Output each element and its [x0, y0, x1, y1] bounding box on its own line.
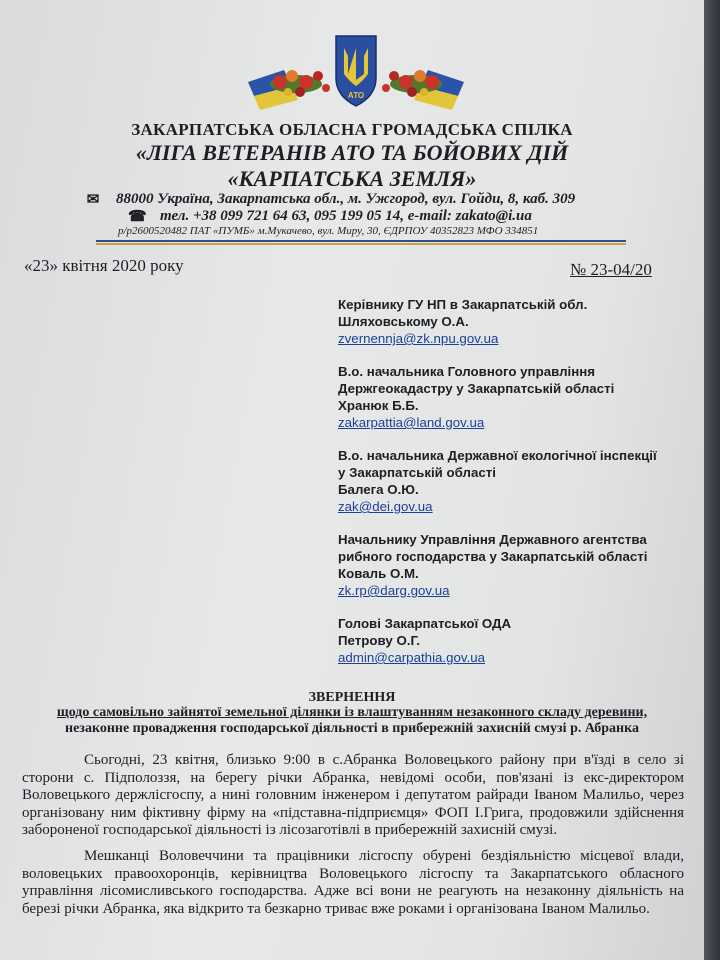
mail-icon: ✉ — [86, 192, 100, 208]
recipients-block — [338, 296, 678, 682]
recipient-email-link[interactable]: zvernennja@zk.npu.gov.ua — [338, 331, 499, 346]
recipient-line: рибного господарства у Закарпатській області — [338, 549, 648, 564]
address-text: 88000 Україна, Закарпатська обл., м. Ужгород, вул. Гойди, 8, каб. 309 — [116, 191, 576, 207]
recipient-line: Шляховському О.А. — [338, 314, 469, 329]
recipient-email-link[interactable]: zak@dei.gov.ua — [338, 499, 433, 514]
letter-number: № 23-04/20 — [570, 260, 652, 279]
recipient-line: В.о. начальника Державної екологічної інспекції — [338, 448, 657, 463]
recipient-line: Начальнику Управління Державного агентства — [338, 532, 647, 547]
paragraph-text: Сьогодні, 23 квітня, близько 9:00 в с.Абранка Воловецького району при в'їзді в село зі сторони с. Підполоззя, на берегу річки Абранка, невідомі особи, пов'язані із екс-директором Воловецького держлісгоспу, а нині головним інженером і депутатом райради Іваном Малильо, через організовану ним фіктивну фірму на «підставна-підприємця» ФОП І.Грига, продовжили здійснення забороненої господарської діяльності із лісозаготівлі в прибережній захисній смузі. — [22, 752, 684, 838]
recipient-email-link[interactable]: admin@carpathia.gov.ua — [338, 650, 486, 665]
appeal-subtitle — [22, 705, 682, 737]
header-rule-yellow — [96, 243, 626, 245]
recipient-line: у Закарпатській області — [338, 465, 496, 480]
recipient-line: Балега О.Ю. — [338, 482, 419, 497]
recipient-email-link[interactable]: zakarpattia@land.gov.ua — [338, 415, 485, 430]
org-name-line2: «ЛІГА ВЕТЕРАНІВ АТО ТА БОЙОВИХ ДІЙ — [135, 140, 569, 165]
org-name-line1: ЗАКАРПАТСЬКА ОБЛАСНА ГРОМАДСЬКА СПІЛКА — [131, 120, 573, 139]
org-name-line3: «КАРПАТСЬКА ЗЕМЛЯ» — [227, 166, 477, 191]
recipient-line: Коваль О.М. — [338, 566, 419, 581]
shield-trident-icon — [336, 36, 376, 106]
appeal-title: ЗВЕРНЕННЯ — [308, 690, 396, 705]
recipient-line: Керівнику ГУ НП в Закарпатській обл. — [338, 297, 588, 312]
emblem-logo — [240, 30, 472, 114]
appeal-subtitle-line2: незаконне провадження господарської діяльності в прибережній захисній смузі р. Абранка — [65, 721, 639, 736]
recipient-oda — [338, 615, 678, 666]
letter-date: «23» квітня 2020 року — [24, 256, 184, 275]
contacts-line — [128, 207, 532, 226]
contacts-text: тел. +38 099 721 64 63, 095 199 05 14, e-mail: zakato@i.ua — [160, 208, 532, 224]
appeal-subtitle-line1: щодо самовільно зайнятої земельної ділянки із влаштуванням незаконного складу деревини, — [56, 705, 648, 720]
body-paragraph-2 — [22, 848, 684, 918]
recipient-line: Держгеокадастру у Закарпатській області — [338, 381, 615, 396]
bank-details: р/р2600520482 ПАТ «ПУМБ» м.Мукачево, вул. Миру, 30, ЄДРПОУ 40352823 МФО 334851 — [118, 225, 539, 237]
recipient-geocadastre — [338, 363, 678, 431]
recipient-line: Хранюк Б.Б. — [338, 398, 419, 413]
recipient-line: Петрову О.Г. — [338, 633, 421, 648]
svg-text:АТО: АТО — [347, 91, 365, 100]
body-paragraph-1 — [22, 752, 684, 840]
paragraph-text: Мешканці Воловеччини та працівники лісгоспу обурені бездіяльністю місцевої влади, воловецьких правоохоронців, керівництва Воловецького лісгоспу та Закарпатського обласного управління лісомисливського господарства. Адже всі вони не реагують на незаконну діяльність на березі річки Абранка, яка відкрито та безкарно триває вже роками і організована Іваном Малильо. — [22, 848, 684, 917]
background-edge — [704, 0, 720, 960]
recipient-police — [338, 296, 678, 347]
recipient-eco-inspection — [338, 447, 678, 515]
telephone-icon: ☎ — [128, 209, 147, 225]
recipient-line: Голові Закарпатської ОДА — [338, 616, 512, 631]
recipient-fisheries — [338, 531, 678, 599]
recipient-email-link[interactable]: zk.rp@darg.gov.ua — [338, 583, 450, 598]
header-rule-blue — [96, 240, 626, 242]
recipient-line: В.о. начальника Головного управління — [338, 364, 596, 379]
